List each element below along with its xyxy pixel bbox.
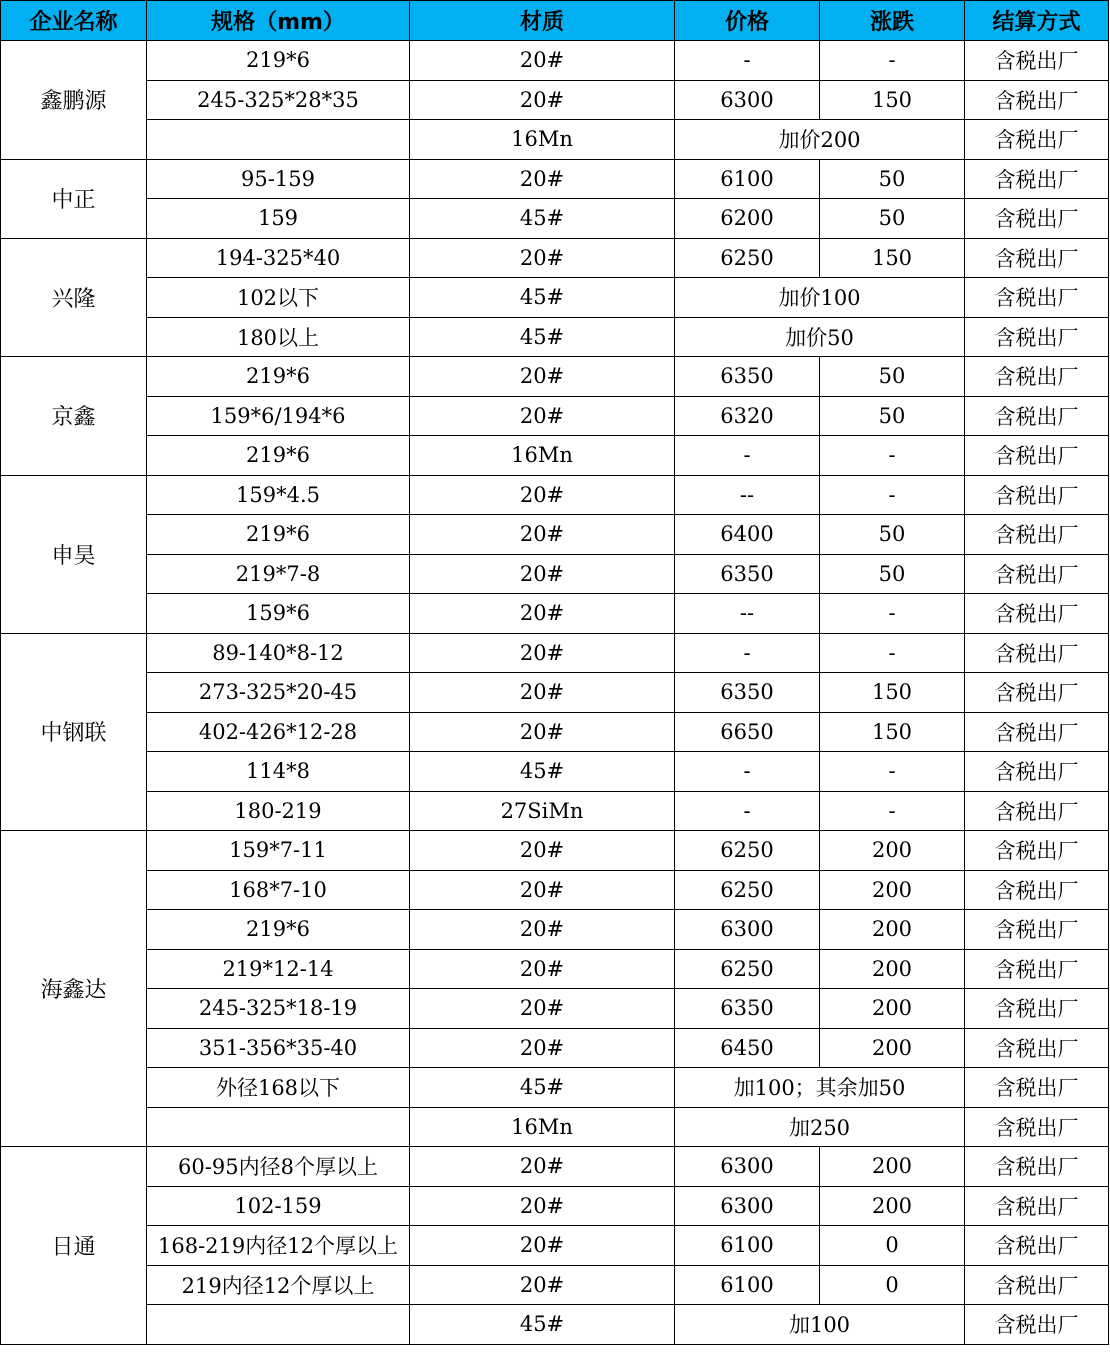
company-cell: 日通	[1, 1147, 147, 1345]
change-cell: 50	[820, 357, 965, 397]
price-cell: 6300	[675, 910, 820, 950]
settlement-cell: 含税出厂	[965, 989, 1109, 1029]
price-cell: 6250	[675, 238, 820, 278]
settlement-cell: 含税出厂	[965, 633, 1109, 673]
settlement-cell: 含税出厂	[965, 752, 1109, 792]
table-row	[1, 515, 1109, 555]
table-row	[1, 633, 1109, 673]
spec-cell: 168*7-10	[147, 870, 410, 910]
material-cell: 45#	[410, 199, 675, 239]
price-cell: 6250	[675, 949, 820, 989]
spec-cell: 159*6	[147, 594, 410, 634]
material-cell: 20#	[410, 357, 675, 397]
price-cell: -	[675, 752, 820, 792]
header-company: 企业名称	[1, 1, 147, 41]
material-cell: 20#	[410, 1028, 675, 1068]
spec-cell: 114*8	[147, 752, 410, 792]
settlement-cell: 含税出厂	[965, 120, 1109, 160]
change-cell: -	[820, 475, 965, 515]
table-row	[1, 1107, 1109, 1147]
spec-cell: 351-356*35-40	[147, 1028, 410, 1068]
table-row	[1, 910, 1109, 950]
change-cell: 150	[820, 712, 965, 752]
header-price: 价格	[675, 1, 820, 41]
table-row	[1, 396, 1109, 436]
price-cell: 6320	[675, 396, 820, 436]
settlement-cell: 含税出厂	[965, 791, 1109, 831]
material-cell: 16Mn	[410, 1107, 675, 1147]
spec-cell: 245-325*18-19	[147, 989, 410, 1029]
company-cell: 中钢联	[1, 633, 147, 831]
price-cell: -	[675, 436, 820, 476]
settlement-cell: 含税出厂	[965, 1305, 1109, 1345]
table-row	[1, 1186, 1109, 1226]
company-cell: 鑫鹏源	[1, 41, 147, 160]
table-row	[1, 278, 1109, 318]
header-change: 涨跌	[820, 1, 965, 41]
price-cell: -	[675, 41, 820, 81]
material-cell: 20#	[410, 1265, 675, 1305]
header-material: 材质	[410, 1, 675, 41]
material-cell: 27SiMn	[410, 791, 675, 831]
material-cell: 20#	[410, 831, 675, 871]
material-cell: 20#	[410, 80, 675, 120]
material-cell: 20#	[410, 712, 675, 752]
spec-cell	[147, 120, 410, 160]
material-cell: 45#	[410, 317, 675, 357]
table-row	[1, 1226, 1109, 1266]
material-cell: 20#	[410, 554, 675, 594]
table-row	[1, 159, 1109, 199]
settlement-cell: 含税出厂	[965, 1226, 1109, 1266]
table-row	[1, 554, 1109, 594]
table-row	[1, 41, 1109, 81]
price-cell: 6450	[675, 1028, 820, 1068]
spec-cell: 219*6	[147, 910, 410, 950]
settlement-cell: 含税出厂	[965, 1107, 1109, 1147]
material-cell: 20#	[410, 673, 675, 713]
price-note-cell: 加100	[675, 1305, 965, 1345]
settlement-cell: 含税出厂	[965, 199, 1109, 239]
settlement-cell: 含税出厂	[965, 278, 1109, 318]
settlement-cell: 含税出厂	[965, 949, 1109, 989]
price-cell: 6350	[675, 989, 820, 1029]
table-row	[1, 475, 1109, 515]
material-cell: 45#	[410, 1305, 675, 1345]
company-cell: 京鑫	[1, 357, 147, 476]
change-cell: -	[820, 752, 965, 792]
price-cell: 6350	[675, 357, 820, 397]
material-cell: 45#	[410, 278, 675, 318]
spec-cell: 60-95内径8个厚以上	[147, 1147, 410, 1187]
spec-cell: 273-325*20-45	[147, 673, 410, 713]
material-cell: 20#	[410, 870, 675, 910]
change-cell: 150	[820, 80, 965, 120]
table-row	[1, 357, 1109, 397]
settlement-cell: 含税出厂	[965, 80, 1109, 120]
price-cell: 6100	[675, 1265, 820, 1305]
settlement-cell: 含税出厂	[965, 317, 1109, 357]
spec-cell: 159*4.5	[147, 475, 410, 515]
price-note-cell: 加250	[675, 1107, 965, 1147]
price-cell: 6100	[675, 1226, 820, 1266]
table-row	[1, 870, 1109, 910]
settlement-cell: 含税出厂	[965, 159, 1109, 199]
table-row	[1, 673, 1109, 713]
company-cell: 兴隆	[1, 238, 147, 357]
table-row	[1, 791, 1109, 831]
change-cell: -	[820, 594, 965, 634]
price-cell: 6300	[675, 1147, 820, 1187]
header-spec: 规格（mm）	[147, 1, 410, 41]
spec-cell: 219*7-8	[147, 554, 410, 594]
header-row	[1, 1, 1109, 41]
table-row	[1, 949, 1109, 989]
price-note-cell: 加价200	[675, 120, 965, 160]
spec-cell: 402-426*12-28	[147, 712, 410, 752]
material-cell: 20#	[410, 475, 675, 515]
company-cell: 中正	[1, 159, 147, 238]
settlement-cell: 含税出厂	[965, 1068, 1109, 1108]
material-cell: 20#	[410, 238, 675, 278]
change-cell: 200	[820, 870, 965, 910]
change-cell: 200	[820, 831, 965, 871]
price-cell: 6250	[675, 870, 820, 910]
company-cell: 申昊	[1, 475, 147, 633]
spec-cell: 245-325*28*35	[147, 80, 410, 120]
table-row	[1, 1305, 1109, 1345]
price-cell: 6350	[675, 554, 820, 594]
spec-cell: 180-219	[147, 791, 410, 831]
price-note-cell: 加价100	[675, 278, 965, 318]
spec-cell: 219*6	[147, 41, 410, 81]
spec-cell	[147, 1305, 410, 1345]
settlement-cell: 含税出厂	[965, 1186, 1109, 1226]
change-cell: 200	[820, 1186, 965, 1226]
price-cell: 6400	[675, 515, 820, 555]
spec-cell: 219*6	[147, 436, 410, 476]
settlement-cell: 含税出厂	[965, 41, 1109, 81]
change-cell: 50	[820, 396, 965, 436]
settlement-cell: 含税出厂	[965, 475, 1109, 515]
price-cell: 6300	[675, 80, 820, 120]
settlement-cell: 含税出厂	[965, 673, 1109, 713]
table-row	[1, 436, 1109, 476]
table-row	[1, 1147, 1109, 1187]
settlement-cell: 含税出厂	[965, 1147, 1109, 1187]
spec-cell: 95-159	[147, 159, 410, 199]
spec-cell: 159*7-11	[147, 831, 410, 871]
change-cell: 150	[820, 673, 965, 713]
change-cell: -	[820, 633, 965, 673]
settlement-cell: 含税出厂	[965, 554, 1109, 594]
price-cell: 6300	[675, 1186, 820, 1226]
price-cell: 6100	[675, 159, 820, 199]
price-cell: 6350	[675, 673, 820, 713]
settlement-cell: 含税出厂	[965, 515, 1109, 555]
change-cell: -	[820, 41, 965, 81]
table-row	[1, 712, 1109, 752]
settlement-cell: 含税出厂	[965, 238, 1109, 278]
price-cell: --	[675, 594, 820, 634]
material-cell: 20#	[410, 633, 675, 673]
table-row	[1, 752, 1109, 792]
settlement-cell: 含税出厂	[965, 1028, 1109, 1068]
price-note-cell: 加100；其余加50	[675, 1068, 965, 1108]
settlement-cell: 含税出厂	[965, 831, 1109, 871]
material-cell: 20#	[410, 910, 675, 950]
material-cell: 20#	[410, 515, 675, 555]
settlement-cell: 含税出厂	[965, 1265, 1109, 1305]
table-body	[1, 41, 1109, 1345]
change-cell: 50	[820, 159, 965, 199]
table-row	[1, 989, 1109, 1029]
change-cell: 150	[820, 238, 965, 278]
table-row	[1, 1028, 1109, 1068]
material-cell: 20#	[410, 1186, 675, 1226]
material-cell: 16Mn	[410, 436, 675, 476]
settlement-cell: 含税出厂	[965, 357, 1109, 397]
material-cell: 20#	[410, 989, 675, 1029]
change-cell: 50	[820, 554, 965, 594]
settlement-cell: 含税出厂	[965, 396, 1109, 436]
material-cell: 20#	[410, 159, 675, 199]
change-cell: 50	[820, 199, 965, 239]
settlement-cell: 含税出厂	[965, 910, 1109, 950]
change-cell: 0	[820, 1265, 965, 1305]
change-cell: 200	[820, 1147, 965, 1187]
table-row	[1, 80, 1109, 120]
spec-cell: 219*6	[147, 515, 410, 555]
spec-cell: 外径168以下	[147, 1068, 410, 1108]
change-cell: 200	[820, 949, 965, 989]
spec-cell: 159*6/194*6	[147, 396, 410, 436]
change-cell: 200	[820, 1028, 965, 1068]
settlement-cell: 含税出厂	[965, 436, 1109, 476]
change-cell: -	[820, 436, 965, 476]
table-row	[1, 120, 1109, 160]
price-cell: --	[675, 475, 820, 515]
spec-cell: 219内径12个厚以上	[147, 1265, 410, 1305]
spec-cell: 102以下	[147, 278, 410, 318]
material-cell: 20#	[410, 41, 675, 81]
material-cell: 20#	[410, 1226, 675, 1266]
change-cell: 200	[820, 910, 965, 950]
price-cell: 6250	[675, 831, 820, 871]
price-cell: 6200	[675, 199, 820, 239]
price-cell: 6650	[675, 712, 820, 752]
material-cell: 45#	[410, 1068, 675, 1108]
table-row	[1, 317, 1109, 357]
price-cell: -	[675, 633, 820, 673]
table-row	[1, 1265, 1109, 1305]
settlement-cell: 含税出厂	[965, 870, 1109, 910]
change-cell: 50	[820, 515, 965, 555]
change-cell: 0	[820, 1226, 965, 1266]
table-row	[1, 594, 1109, 634]
spec-cell: 89-140*8-12	[147, 633, 410, 673]
header-settlement: 结算方式	[965, 1, 1109, 41]
material-cell: 16Mn	[410, 120, 675, 160]
price-cell: -	[675, 791, 820, 831]
spec-cell	[147, 1107, 410, 1147]
spec-cell: 219*6	[147, 357, 410, 397]
settlement-cell: 含税出厂	[965, 712, 1109, 752]
spec-cell: 219*12-14	[147, 949, 410, 989]
company-cell: 海鑫达	[1, 831, 147, 1147]
spec-cell: 180以上	[147, 317, 410, 357]
table-row	[1, 1068, 1109, 1108]
table-row	[1, 831, 1109, 871]
change-cell: -	[820, 791, 965, 831]
spec-cell: 194-325*40	[147, 238, 410, 278]
material-cell: 20#	[410, 949, 675, 989]
price-note-cell: 加价50	[675, 317, 965, 357]
material-cell: 20#	[410, 396, 675, 436]
material-cell: 20#	[410, 1147, 675, 1187]
material-cell: 20#	[410, 594, 675, 634]
settlement-cell: 含税出厂	[965, 594, 1109, 634]
table-row	[1, 199, 1109, 239]
spec-cell: 168-219内径12个厚以上	[147, 1226, 410, 1266]
change-cell: 200	[820, 989, 965, 1029]
spec-cell: 102-159	[147, 1186, 410, 1226]
material-cell: 45#	[410, 752, 675, 792]
spec-cell: 159	[147, 199, 410, 239]
table-row	[1, 238, 1109, 278]
